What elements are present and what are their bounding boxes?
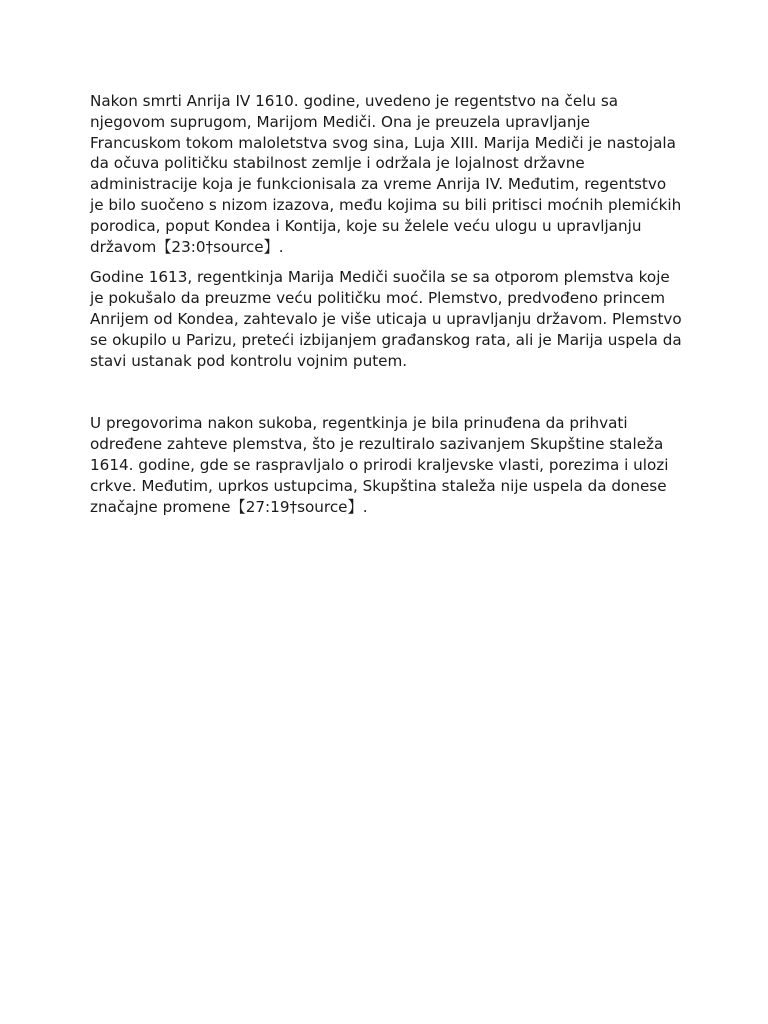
text-line: porodica, poput Kondea i Kontija, koje su želele veću ulogu u upravljanju — [90, 216, 642, 235]
document-body — [90, 91, 690, 517]
text-line: njegovom suprugom, Marijom Mediči. Ona je preuzela upravljanje — [90, 112, 591, 131]
text-line: U pregovorima nakon sukoba, regentkinja je bila prinuđena da prihvati — [90, 414, 628, 433]
text-line: stavi ustanak pod kontrolu vojnim putem. — [90, 351, 408, 370]
text-line: Nakon smrti Anrija IV 1610. godine, uvedeno je regentstvo na čelu sa — [90, 92, 619, 110]
paragraph-2 — [90, 267, 690, 371]
text-line: je bilo suočeno s nizom izazova, među kojima su bili pritisci moćnih plemićkih — [90, 195, 682, 214]
paragraph-3 — [90, 413, 690, 517]
text-line: se okupilo u Parizu, preteći izbijanjem građanskog rata, ali je Marija uspela da — [90, 330, 682, 349]
text-line: crkve. Međutim, uprkos ustupcima, Skupština staleža nije uspela da donese — [90, 476, 667, 495]
text-line: državom【23:0†source】. — [90, 237, 284, 256]
text-line: Anrijem od Kondea, zahtevalo je više uticaja u upravljanju državom. Plemstvo — [90, 309, 682, 328]
paragraph-1 — [90, 91, 690, 257]
text-line: da očuva političku stabilnost zemlje i održala je lojalnost državne — [90, 154, 585, 173]
text-line: Francuskom tokom maloletstva svog sina, Luja XIII. Marija Mediči je nastojala — [90, 133, 676, 152]
text-line: administracije koja je funkcionisala za vreme Anrija IV. Međutim, regentstvo — [90, 175, 667, 194]
text-line: Godine 1613, regentkinja Marija Mediči suočila se sa otporom plemstva koje — [90, 268, 670, 287]
text-line: određene zahteve plemstva, što je rezultiralo sazivanjem Skupštine staleža — [90, 435, 664, 454]
text-line: značajne promene【27:19†source】. — [90, 497, 368, 516]
text-line: je pokušalo da preuzme veću političku moć. Plemstvo, predvođeno princem — [90, 289, 666, 308]
text-line: 1614. godine, gde se raspravljalo o prirodi kraljevske vlasti, porezima i ulozi — [90, 455, 669, 474]
